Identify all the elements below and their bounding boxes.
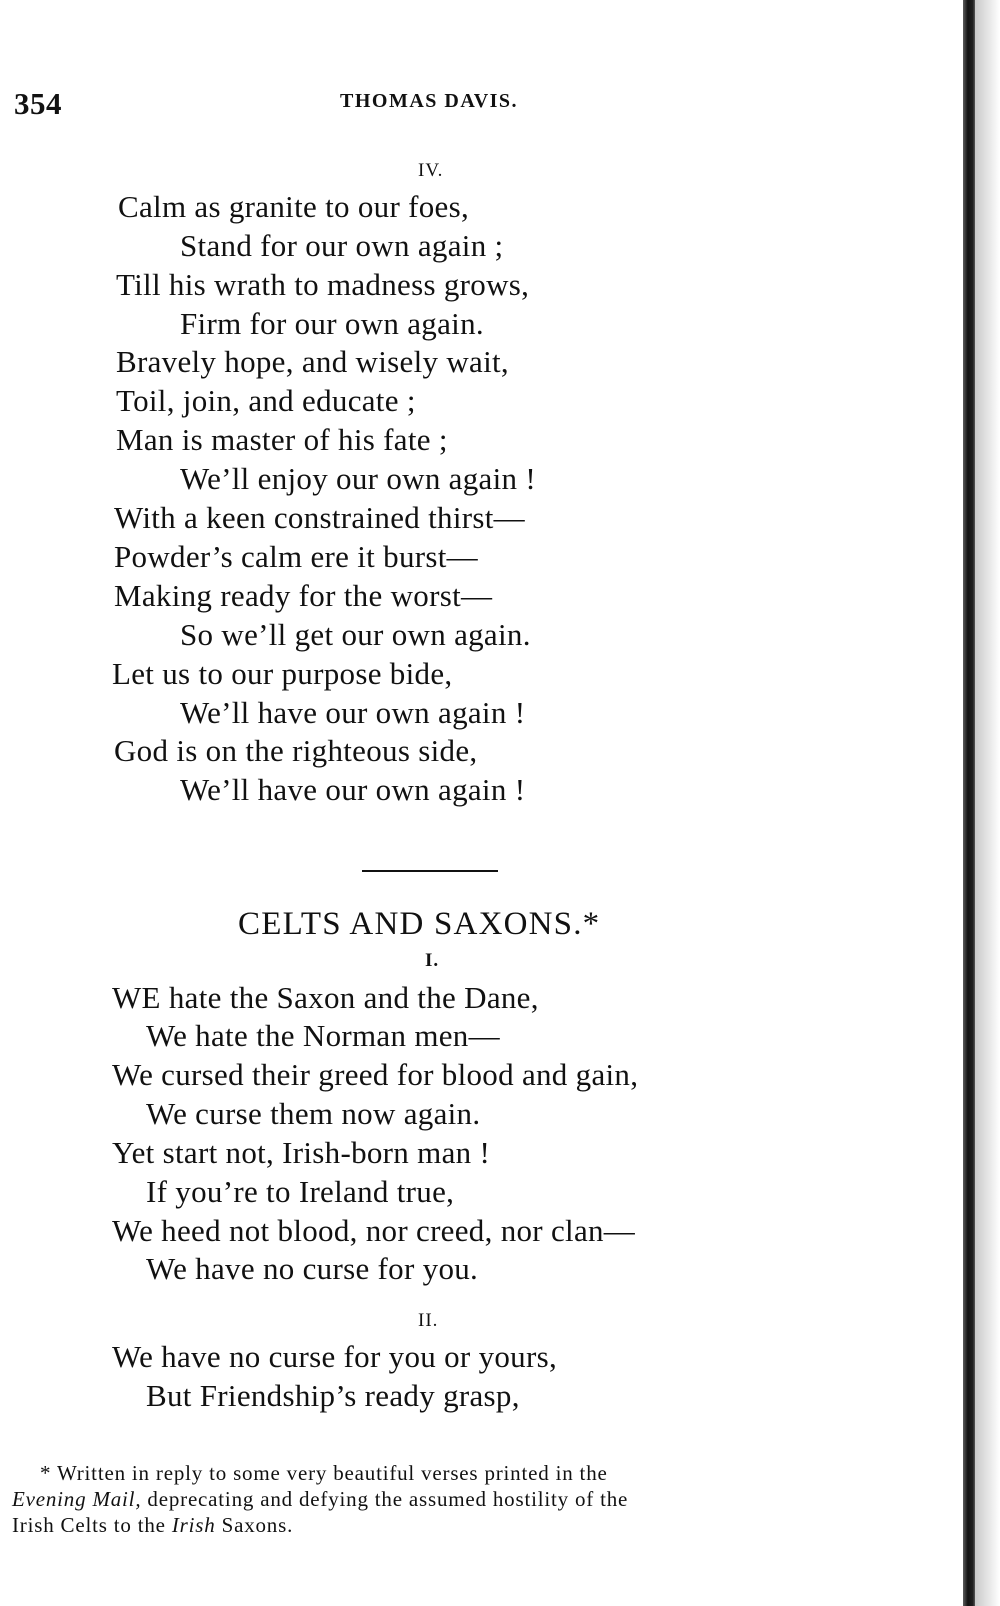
poem-line: Firm for our own again. [180, 306, 484, 341]
poem-line: We hate the Norman men— [146, 1018, 500, 1053]
footnote-line-1: * Written in reply to some very beautiful verses printed in the [40, 1461, 608, 1485]
page-number: 354 [14, 86, 62, 121]
poem-line: So we’ll get our own again. [180, 617, 531, 652]
footnote-line-2 [12, 1486, 882, 1512]
footnote-italic-irish: Irish [171, 1513, 216, 1537]
poem-line: Man is master of his fate ; [116, 422, 448, 457]
footnote-line-3 [12, 1512, 882, 1538]
poem-line: We’ll enjoy our own again ! [180, 461, 536, 496]
poem-line: We have no curse for you or yours, [112, 1339, 558, 1374]
poem-title: CELTS AND SAXONS.* [238, 906, 601, 942]
poem-line: Yet start not, Irish-born man ! [112, 1135, 491, 1170]
poem-line: We’ll have our own again ! [180, 695, 526, 730]
poem-line: We curse them now again. [146, 1096, 481, 1131]
poem-line: Making ready for the worst— [114, 578, 493, 613]
footnote-line-2-rest: deprecating and defying the assumed hostility of the [141, 1487, 629, 1511]
running-head: THOMAS DAVIS. [340, 90, 519, 112]
poem-line-first [112, 980, 539, 1016]
stanza-number-i: I. [425, 950, 440, 971]
poem-line: We cursed their greed for blood and gain, [112, 1057, 639, 1092]
poem-line-rest: hate the Saxon and the Dane, [160, 980, 539, 1015]
poem-line: We’ll have our own again ! [180, 772, 526, 807]
poem-line: Till his wrath to madness grows, [116, 267, 530, 302]
footnote-line-3-end: Saxons. [215, 1513, 294, 1537]
poem-line: Bravely hope, and wisely wait, [116, 344, 509, 379]
stanza-number-ii: II. [418, 1310, 439, 1331]
poem-line: Stand for our own again ; [180, 228, 504, 263]
footnote-italic-publication: Evening Mail, [12, 1487, 142, 1511]
poem-line: God is on the righteous side, [114, 733, 478, 768]
poem-line: Let us to our purpose bide, [112, 656, 453, 691]
stanza-number-iv: IV. [418, 160, 444, 181]
poem-line: We heed not blood, nor creed, nor clan— [112, 1213, 636, 1248]
poem-line: Calm as granite to our foes, [118, 189, 470, 224]
poem-line: But Friendship’s ready grasp, [146, 1378, 520, 1413]
section-divider [362, 870, 498, 872]
drop-capital: WE [112, 980, 161, 1015]
poem-line: We have no curse for you. [146, 1251, 479, 1286]
poem-line: Toil, join, and educate ; [116, 383, 416, 418]
footnote [12, 1460, 882, 1538]
footnote-line-3-start: Irish Celts to the [12, 1513, 172, 1537]
poem-line: With a keen constrained thirst— [114, 500, 525, 535]
page-edge-shadow-tail [975, 0, 1000, 1606]
poem-line: If you’re to Ireland true, [146, 1174, 455, 1209]
poem-line: Powder’s calm ere it burst— [114, 539, 478, 574]
